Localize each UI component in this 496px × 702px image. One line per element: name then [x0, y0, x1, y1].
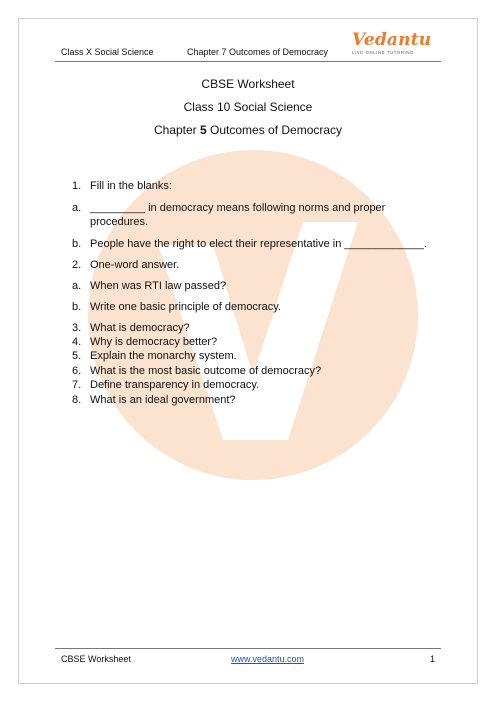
- question-marker: 7.: [72, 379, 82, 391]
- chapter-title-suffix: Outcomes of Democracy: [206, 123, 343, 137]
- question-marker: 1.: [72, 180, 82, 192]
- footer-label: CBSE Worksheet: [61, 654, 131, 664]
- question-marker: b.: [72, 301, 82, 313]
- footer-divider: [55, 648, 441, 649]
- vedantu-watermark: [88, 150, 418, 480]
- question-text: Define transparency in democracy.: [90, 379, 260, 391]
- question-marker: a.: [72, 280, 82, 292]
- page-number: 1: [430, 654, 436, 664]
- question-marker: b.: [72, 238, 82, 250]
- header-chapter-label: Chapter 7 Outcomes of Democracy: [187, 47, 329, 57]
- worksheet-titles: [0, 73, 496, 142]
- question-marker: a.: [72, 202, 82, 214]
- logo-tagline: LIVE ONLINE TUTORING: [352, 50, 414, 55]
- question-text: _________ in democracy means following norms and proper procedures.: [90, 202, 386, 228]
- chapter-number: 5: [199, 123, 207, 137]
- header-class-label: Class X Social Science: [61, 47, 154, 57]
- chapter-title-prefix: Chapter: [153, 123, 200, 137]
- vedantu-logo: [352, 32, 436, 55]
- question-text: What is the most basic outcome of democracy?: [90, 365, 322, 377]
- vedantu-website-link[interactable]: www.vedantu.com: [231, 654, 305, 664]
- question-text: What is democracy?: [90, 322, 190, 334]
- worksheet-title: CBSE Worksheet: [201, 77, 295, 91]
- question-text: Why is democracy better?: [90, 336, 218, 348]
- question-marker: 8.: [72, 394, 82, 406]
- question-marker: 4.: [72, 336, 82, 348]
- question-text: What is an ideal government?: [90, 394, 236, 406]
- question-marker: 5.: [72, 350, 82, 362]
- header-divider: [55, 61, 441, 62]
- page-footer: [0, 648, 496, 668]
- question-text: Fill in the blanks:: [90, 180, 172, 192]
- logo-wordmark: Vedantu: [352, 30, 432, 50]
- question-text: When was RTI law passed?: [90, 280, 227, 292]
- question-text: Write one basic principle of democracy.: [90, 301, 281, 313]
- question-marker: 2.: [72, 259, 82, 271]
- question-marker: 6.: [72, 365, 82, 377]
- question-marker: 3.: [72, 322, 82, 334]
- page-header: [0, 0, 496, 70]
- question-text: People have the right to elect their representative in _____________.: [90, 238, 427, 250]
- question-text: Explain the monarchy system.: [90, 350, 237, 362]
- class-subtitle: Class 10 Social Science: [183, 100, 313, 114]
- chapter-title: [0, 119, 496, 142]
- question-text: One-word answer.: [90, 259, 180, 271]
